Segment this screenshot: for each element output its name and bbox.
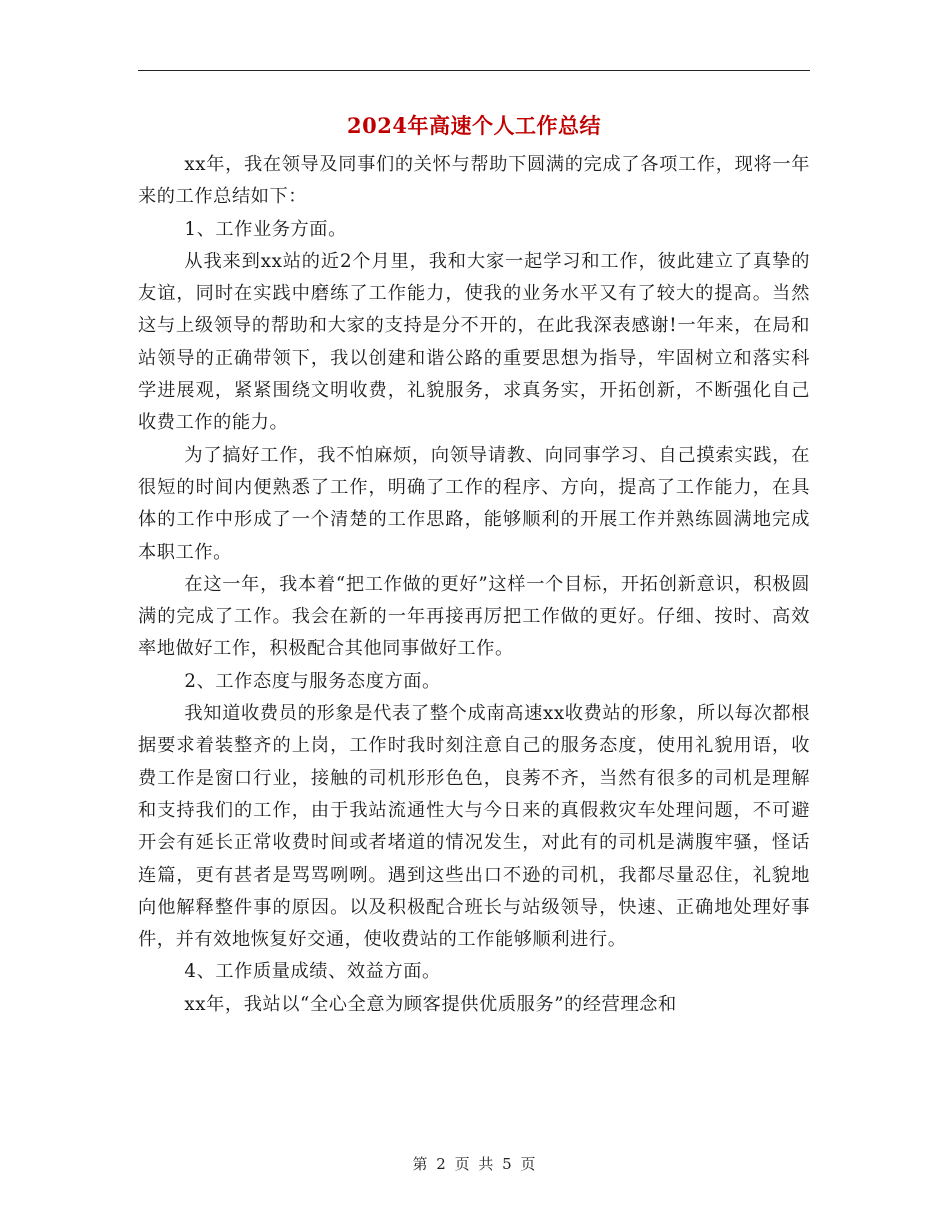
section-heading-2: 2、工作态度与服务态度方面。 (184, 670, 441, 692)
header-rule (138, 70, 810, 71)
paragraph: 在这一年，我本着“把工作做的更好”这样一个目标，开拓创新意识，积极圆满的完成了工作。我会在新的一年再接再厉把工作做的更好。仔细、按时、高效率地做好工作，积极配合其他同事做好工作。 (138, 573, 810, 660)
paragraph: 为了搞好工作，我不怕麻烦，向领导请教、向同事学习、自己摸索实践，在很短的时间内便熟悉了工作，明确了工作的程序、方向，提高了工作能力，在具体的工作中形成了一个清楚的工作思路，能够顺利的开展工作并熟练圆满地完成本职工作。 (138, 444, 810, 563)
section-heading-4: 4、工作质量成绩、效益方面。 (184, 961, 441, 983)
paragraph: xx年，我站以“全心全意为顾客提供优质服务”的经营理念和 (184, 993, 677, 1015)
document-body (138, 149, 810, 1021)
paragraph-intro: xx年，我在领导及同事们的关怀与帮助下圆满的完成了各项工作，现将一年来的工作总结如下： (138, 154, 810, 208)
page-number-footer: 第 2 页 共 5 页 (412, 1155, 538, 1173)
section-heading-1: 1、工作业务方面。 (184, 218, 347, 240)
paragraph: 我知道收费员的形象是代表了整个成南高速xx收费站的形象，所以每次都根据要求着装整齐的上岗，工作时我时刻注意自己的服务态度，使用礼貌用语，收费工作是窗口行业，接触的司机形形色色，良莠不齐，当然有很多的司机是理解和支持我们的工作，由于我站流通性大与今日来的真假救灾车处理问题，不可避开会有延长正常收费时间或者堵道的情况发生，对此有的司机是满腹牢骚，怪话连篇，更有甚者是骂骂咧咧。遇到这些出口不逊的司机，我都尽量忍住，礼貌地向他解释整件事的原因。以及积极配合班长与站级领导，快速、正确地处理好事件，并有效地恢复好交通，使收费站的工作能够顺利进行。 (138, 703, 810, 951)
document-title: 2024年高速个人工作总结 (347, 113, 601, 138)
paragraph: 从我来到xx站的近2个月里，我和大家一起学习和工作，彼此建立了真挚的友谊，同时在实践中磨练了工作能力，使我的业务水平又有了较大的提高。当然这与上级领导的帮助和大家的支持是分不开的，在此我深表感谢!一年来，在局和站领导的正确带领下，我以创建和谐公路的重要思想为指导，牢固树立和落实科学进展观，紧紧围绕文明收费，礼貌服务，求真务实，开拓创新，不断强化自己收费工作的能力。 (138, 250, 810, 434)
